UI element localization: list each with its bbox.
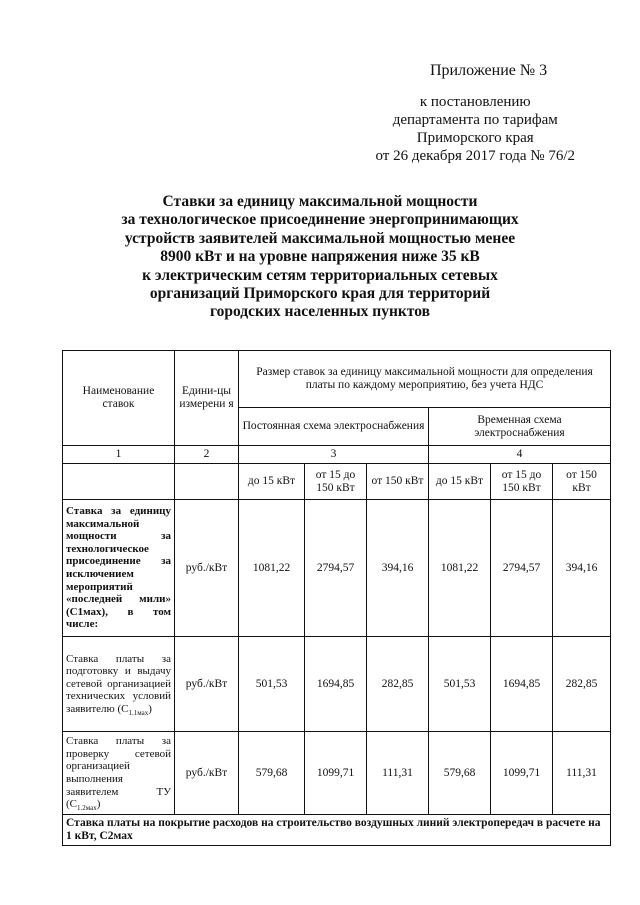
header-name: Наименование ставок — [63, 351, 175, 446]
rate-value: 1099,71 — [491, 732, 553, 815]
rate-value: 579,68 — [239, 732, 305, 815]
title-line: за технологическое присоединение энергопринимающих — [121, 211, 519, 229]
rate-unit: руб./кВт — [175, 637, 239, 732]
power-range: от 15 до 150 кВт — [491, 464, 553, 500]
rate-value: 2794,57 — [305, 500, 367, 637]
rate-value: 111,31 — [367, 732, 429, 815]
rate-label-text: Ставка платы за проверку сетевой организацией выполнения заявителем ТУ (С — [66, 735, 171, 811]
col-number: 2 — [175, 446, 239, 464]
title-line: городских населенных пунктов — [209, 303, 430, 321]
decree-line: департамента по тарифам — [392, 112, 558, 128]
rate-unit: руб./кВт — [175, 500, 239, 637]
power-range: от 150 кВт — [367, 464, 429, 500]
rate-value: 579,68 — [429, 732, 491, 815]
table-row — [63, 732, 611, 815]
rate-value: 282,85 — [553, 637, 611, 732]
rate-unit: руб./кВт — [175, 732, 239, 815]
document-title — [0, 193, 640, 322]
decree-reference — [375, 93, 575, 165]
empty-cell — [175, 464, 239, 500]
rate-value: 282,85 — [367, 637, 429, 732]
table-row — [63, 500, 611, 637]
title-line: к электрическим сетям территориальных сетевых — [142, 266, 498, 284]
empty-cell — [63, 464, 175, 500]
rate-value: 501,53 — [239, 637, 305, 732]
power-range: до 15 кВт — [239, 464, 305, 500]
rate-value: 1694,85 — [305, 637, 367, 732]
rate-label-subscript: 1.2мах — [77, 804, 97, 813]
power-range: от 150 кВт — [553, 464, 611, 500]
rate-value: 501,53 — [429, 637, 491, 732]
col-number: 1 — [63, 446, 175, 464]
rate-value: 394,16 — [553, 500, 611, 637]
header-temporary-scheme: Временная схема электроснабжения — [429, 408, 611, 446]
title-line: Ставки за единицу максимальной мощности — [162, 193, 478, 210]
appendix-label: Приложение № 3 — [430, 62, 548, 79]
col-number: 4 — [429, 446, 611, 464]
power-range: до 15 кВт — [429, 464, 491, 500]
rate-label-end: ) — [96, 798, 101, 811]
rate-value: 394,16 — [367, 500, 429, 637]
header-unit: Едини-цы измерени я — [175, 351, 239, 446]
decree-line: от 26 декабря 2017 года № 76/2 — [375, 148, 575, 164]
decree-line: Приморского края — [416, 130, 534, 146]
rate-value: 1081,22 — [239, 500, 305, 637]
header-permanent-scheme: Постоянная схема электроснабжения — [239, 408, 429, 446]
rate-value: 1099,71 — [305, 732, 367, 815]
col-number: 3 — [239, 446, 429, 464]
rate-label-subscript: 1.1мах — [128, 709, 149, 718]
power-range: от 15 до 150 кВт — [305, 464, 367, 500]
rate-value: 1694,85 — [491, 637, 553, 732]
rate-label-end: ) — [148, 702, 152, 715]
title-line: организаций Приморского края для территорий — [149, 285, 491, 303]
rate-value: 2794,57 — [491, 500, 553, 637]
rate-value: 1081,22 — [429, 500, 491, 637]
title-line: 8900 кВт и на уровне напряжения ниже 35 кВ — [160, 248, 480, 266]
table-row — [63, 637, 611, 732]
rate-label: Ставка за единицу максимальной мощности за технологическое присоединение за исключением мероприятий «последней мили» (С1мах), в том числе: — [63, 500, 175, 637]
rates-table — [62, 350, 611, 846]
title-line: устройств заявителей максимальной мощностью менее — [124, 229, 516, 247]
header-size: Размер ставок за единицу максимальной мощности для определения платы по каждому мероприятию, без учета НДС — [239, 351, 611, 408]
rate-label — [63, 732, 175, 815]
rate-label-text: Ставка платы за подготовку и выдачу сетевой организацией технических условий заявителю (С — [66, 652, 171, 715]
footer-rate-label: Ставка платы на покрытие расходов на строительство воздушных линий электропередач в расчете на 1 кВт, С2мах — [63, 815, 611, 846]
rate-value: 111,31 — [553, 732, 611, 815]
rate-label — [63, 637, 175, 732]
decree-line: к постановлению — [419, 94, 531, 110]
